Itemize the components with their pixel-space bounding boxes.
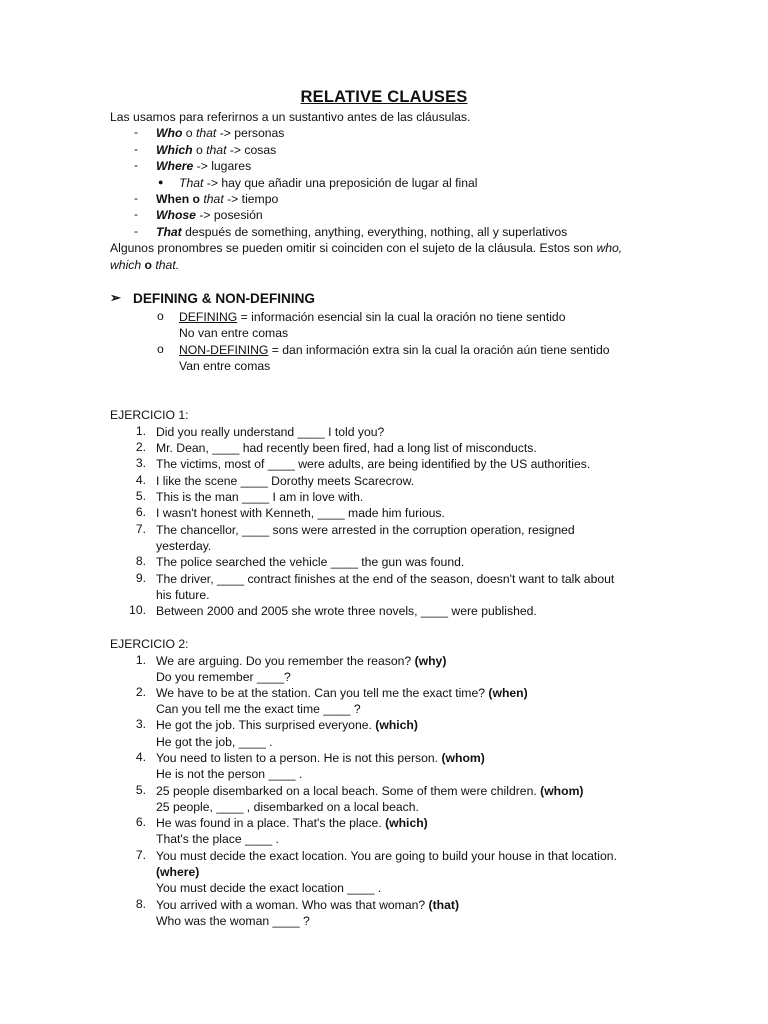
list-item: Whose -> posesión <box>156 208 263 222</box>
defining-definition: DEFINING = información esencial sin la cual la oración no tiene sentido <box>179 310 566 324</box>
answer-line: Who was the woman ____ ? <box>156 914 310 928</box>
list-item: The driver, ____ contract finishes at the end of the season, doesn't want to talk about <box>156 572 615 586</box>
list-subitem: That -> hay que añadir una preposición de lugar al final <box>179 176 478 190</box>
list-dash: - <box>134 207 139 221</box>
answer-line: He got the job, ____ . <box>156 735 273 749</box>
omit-text-cont: which o that. <box>110 258 180 272</box>
omit-text: Algunos pronombres se pueden omitir si coinciden con el sujeto de la cláusula. Estos son who, <box>110 241 623 255</box>
list-item: I wasn't honest with Kenneth, ____ made him furious. <box>156 506 445 520</box>
list-item: Where -> lugares <box>156 159 252 173</box>
answer-line: That's the place ____ . <box>156 832 279 846</box>
page-title: RELATIVE CLAUSES <box>300 88 468 106</box>
list-item: The chancellor, ____ sons were arrested in the corruption operation, resigned <box>156 523 575 537</box>
list-dash: - <box>134 191 139 205</box>
list-item: Which o that -> cosas <box>156 143 277 157</box>
list-item: The police searched the vehicle ____ the gun was found. <box>156 555 465 569</box>
list-dash: - <box>134 142 139 156</box>
list-item-cont: yesterday. <box>156 539 212 553</box>
bullet-dot-icon: ● <box>158 177 164 187</box>
exercise2-heading: EJERCICIO 2: <box>110 637 189 651</box>
arrow-bullet-icon: ➢ <box>110 290 121 305</box>
list-item: That después de something, anything, everything, nothing, all y superlativos <box>156 225 568 239</box>
list-item: We have to be at the station. Can you tell me the exact time? (when) <box>156 686 528 700</box>
intro-text: Las usamos para referirnos a un sustantivo antes de las cláusulas. <box>110 110 471 124</box>
list-item: I like the scene ____ Dorothy meets Scarecrow. <box>156 474 415 488</box>
list-item: This is the man ____ I am in love with. <box>156 490 364 504</box>
circle-bullet-icon: o <box>157 309 164 323</box>
list-item: You must decide the exact location. You are going to build your house in that location. <box>156 849 617 863</box>
exercise1-heading: EJERCICIO 1: <box>110 408 189 422</box>
list-item: You need to listen to a person. He is not this person. (whom) <box>156 751 485 765</box>
list-item: The victims, most of ____ were adults, are being identified by the US authorities. <box>156 457 591 471</box>
list-item: 25 people disembarked on a local beach. Some of them were children. (whom) <box>156 784 584 798</box>
answer-line: You must decide the exact location ____ . <box>156 881 382 895</box>
list-item: Did you really understand ____ I told you? <box>156 425 385 439</box>
answer-line: Can you tell me the exact time ____ ? <box>156 702 361 716</box>
defining-note: No van entre comas <box>179 326 289 340</box>
list-item: He was found in a place. That's the place. (which) <box>156 816 428 830</box>
nondefining-note: Van entre comas <box>179 359 271 373</box>
section-heading: DEFINING & NON-DEFINING <box>133 291 316 306</box>
list-item: When o that -> tiempo <box>156 192 279 206</box>
list-dash: - <box>134 158 139 172</box>
document-page: RELATIVE CLAUSES Las usamos para referirnos a un sustantivo antes de las cláusulas. - Who o that -> personas - Which o that -> cosas - Where -> lugares ● That -> hay que añadir una preposición de lugar al final - When o that -> tiempo - Whose -> posesión - That después de something, anything, everything, nothing, all y superlativos Algunos pronombres se pueden omitir si coinciden con el sujeto de la cláusula. Estos son who, which o that. ➢ DEFINING & NON-DEFINING o DEFINING = información esencial sin la cual la oración no tiene sentido No van entre comas o NON-DEFINING = dan información extra sin la cual la oración aún tiene sentido Van entre comas EJERCICIO 1: 1. Did you really understand ____ I told you? 2. Mr. Dean, ____ had recently been fired, had a long list of misconducts. 3. The victims, most of ____ were adults, are being identified by the US authorities. 4. I like the scene ____ Dorothy meets Scarecrow. 5. This is the man ____ I am in love with. 6. I wasn't honest with Kenneth, ____ made him furious. 7. The chancellor, ____ sons were arrested in the corruption operation, resigned yesterday. 8. The police searched the vehicle ____ the gun was found. 9. The driver, ____ contract finishes at the end of the season, doesn't want to talk about his future. 10. Between 2000 and 2005 she wrote three novels, ____ were published. EJERCICIO 2: 1. We are arguing. Do you remember the reason? (why) Do you remember ____? 2. We have to be at the station. Can you tell me the exact time? (when) Can you tell me the exact time ____ ? 3. He got the job. This surprised everyone. (which) He got the job, ____ . 4. You need to listen to a person. He is not this person. (whom) He is not the person ____ . 5. 25 people disembarked on a local beach. Some of them were children. (whom) 25 people, ____ , disembarked on a local beach. 6. He was found in a place. That's the place. (which) That's the place ____ . 7. You must decide the exact location. You are going to build your house in that location. (where) You must decide the exact location ____ . 8. You arrived with a woman. Who was that woman? (that) Who was the woman ____ ? <box>0 0 768 1024</box>
list-item-keyword: (where) <box>156 865 200 879</box>
list-dash: - <box>134 224 139 238</box>
list-dash: - <box>134 125 139 139</box>
list-item-cont: his future. <box>156 588 210 602</box>
circle-bullet-icon: o <box>157 342 164 356</box>
answer-line: Do you remember ____? <box>156 670 291 684</box>
nondefining-definition: NON-DEFINING = dan información extra sin la cual la oración aún tiene sentido <box>179 343 610 357</box>
list-item: Between 2000 and 2005 she wrote three novels, ____ were published. <box>156 604 537 618</box>
list-item: Who o that -> personas <box>156 126 285 140</box>
list-item: Mr. Dean, ____ had recently been fired, had a long list of misconducts. <box>156 441 537 455</box>
answer-line: He is not the person ____ . <box>156 767 303 781</box>
list-item: We are arguing. Do you remember the reason? (why) <box>156 654 447 668</box>
list-item: He got the job. This surprised everyone. (which) <box>156 718 418 732</box>
list-item: You arrived with a woman. Who was that woman? (that) <box>156 898 460 912</box>
answer-line: 25 people, ____ , disembarked on a local beach. <box>156 800 419 814</box>
